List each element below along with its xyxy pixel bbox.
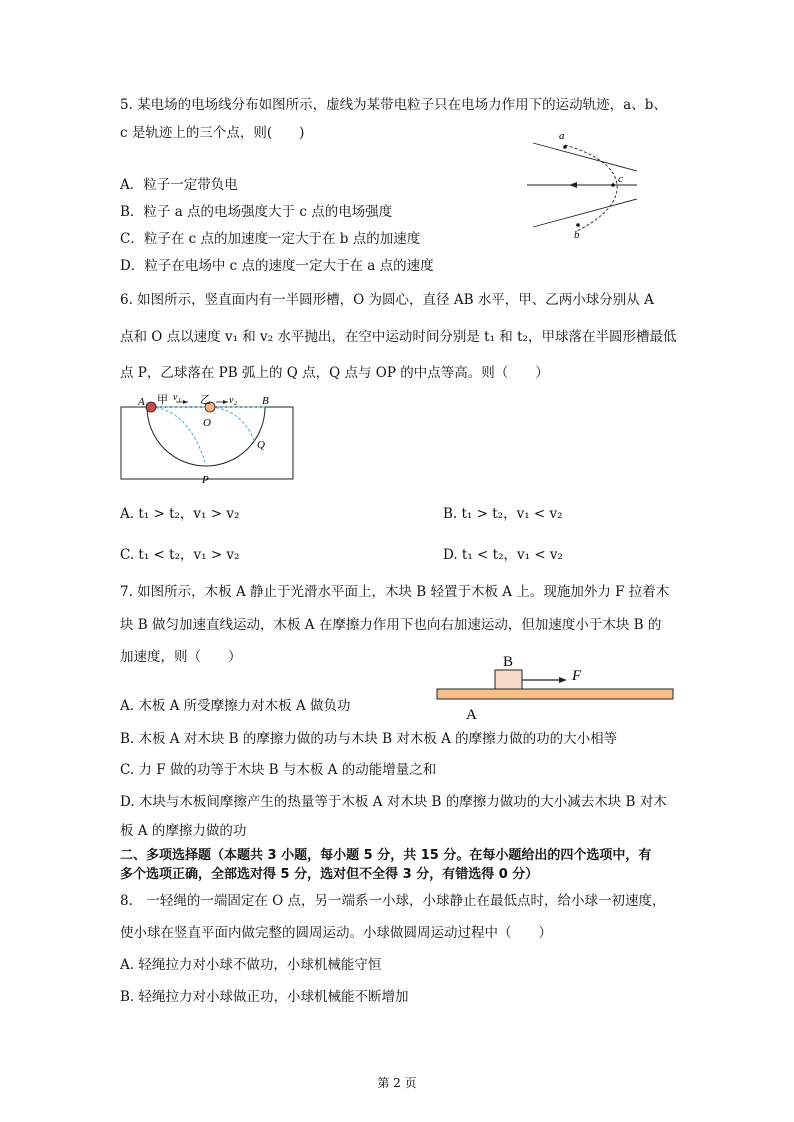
q5-stem-line1: 5. 某电场的电场线分布如图所示，虚线为某带电粒子只在电场力作用下的运动轨迹，a、b、 [120,97,667,113]
q6-option-d: D. t₁ < t₂，v₁ < v₂ [443,547,563,563]
trajectory-jia [151,407,206,466]
q8-stem-line1: 8. 一轻绳的一端固定在 O 点，另一端系一小球，小球静止在最低点时，给小球一初速度， [120,893,666,909]
label-P: P [202,474,209,486]
q5-stem-line2: c 是轨迹上的三个点，则( ) [120,125,305,141]
label-board-A: A [466,707,477,723]
section2-heading-line1: 二、多项选择题（本题共 3 小题，每小题 5 分，共 15 分。在每小题给出的四个选项中，有 [120,848,652,863]
label-block-B: B [503,654,514,670]
q8-option-b: B. 轻绳拉力对小球做正功，小球机械能不断增加 [120,989,409,1005]
page-number: 第 2 页 [377,1076,417,1090]
q7-stem-line2: 块 B 做匀加速直线运动，木板 A 在摩擦力作用下也向右加速运动，但加速度小于木块 B 的 [120,617,662,633]
q7-option-c: C. 力 F 做的功等于木块 B 与木板 A 的动能增量之和 [120,762,437,778]
label-c: c [618,173,623,185]
particle-trajectory [565,145,617,231]
q6-stem-line1: 6. 如图所示，竖直面内有一半圆形槽，O 为圆心，直径 AB 水平，甲、乙两小球分别从 A [120,292,654,308]
q6-option-b: B. t₁ > t₂，v₁ < v₂ [443,506,563,522]
label-b: b [574,229,580,241]
q8-option-a: A. 轻绳拉力对小球不做功，小球机械能守恒 [120,957,382,973]
q7-option-b: B. 木板 A 对木块 B 的摩擦力做的功与木块 B 对木板 A 的摩擦力做的功的大小相等 [120,731,618,747]
label-B: B [262,395,269,407]
point-b [576,223,580,227]
q6-option-a: A. t₁ > t₂，v₁ > v₂ [120,506,240,522]
label-A: A [138,396,145,408]
q5-electric-field-figure [525,125,645,243]
label-O: O [203,417,211,429]
point-c [611,183,615,187]
q6-semicircle-figure [118,392,298,487]
label-force-F: F [572,668,582,684]
q7-option-d-continued: 板 A 的摩擦力做的功 [120,823,247,839]
q5-option-a: A．粒子一定带负电 [120,177,238,193]
q7-board-block-figure [435,650,680,725]
label-v1: v₁ [173,392,181,403]
label-a: a [559,130,565,142]
board-A [437,689,673,699]
q7-stem-line3: 加速度，则（ ） [120,649,242,665]
ball-jia [146,402,156,412]
block-B [495,670,522,689]
q5-option-c: C．粒子在 c 点的加速度一定大于在 b 点的加速度 [120,231,421,247]
field-line-bottom [533,199,637,227]
label-yi: 乙 [200,394,211,406]
q8-stem-line2: 使小球在竖直平面内做完整的圆周运动。小球做圆周运动过程中（ ） [120,925,552,941]
trajectory-yi [211,407,255,443]
point-a [563,145,567,149]
q6-stem-line3: 点 P，乙球落在 PB 弧上的 Q 点，Q 点与 OP 的中点等高。则（ ） [120,365,549,381]
q6-stem-line2: 点和 O 点以速度 v₁ 和 v₂ 水平抛出，在空中运动时间分别是 t₁ 和 t₂，甲球落在半圆形槽最低 [120,329,677,345]
label-jia: 甲 [157,394,168,406]
q7-option-d: D. 木块与木板间摩擦产生的热量等于木板 A 对木块 B 的摩擦力做功的大小减去木块 B 对木 [120,794,667,810]
label-Q: Q [257,439,265,451]
q6-option-c: C. t₁ < t₂，v₁ > v₂ [120,547,240,563]
semicircle-groove [147,407,265,466]
q7-stem-line1: 7. 如图所示，木板 A 静止于光滑水平面上，木块 B 轻置于木板 A 上。现施加外力 F 拉着木 [120,584,670,600]
q5-option-d: D．粒子在电场中 c 点的速度一定大于在 a 点的速度 [120,258,434,274]
section2-heading-line2: 多个选项正确，全部选对得 5 分，选对但不全得 3 分，有错选得 0 分） [120,867,539,882]
label-v2: v₂ [229,395,237,406]
field-line-arrow [569,182,577,188]
field-line-top [533,143,637,171]
q5-option-b: B．粒子 a 点的电场强度大于 c 点的电场强度 [120,204,393,220]
q7-option-a: A. 木板 A 所受摩擦力对木板 A 做负功 [120,698,351,714]
